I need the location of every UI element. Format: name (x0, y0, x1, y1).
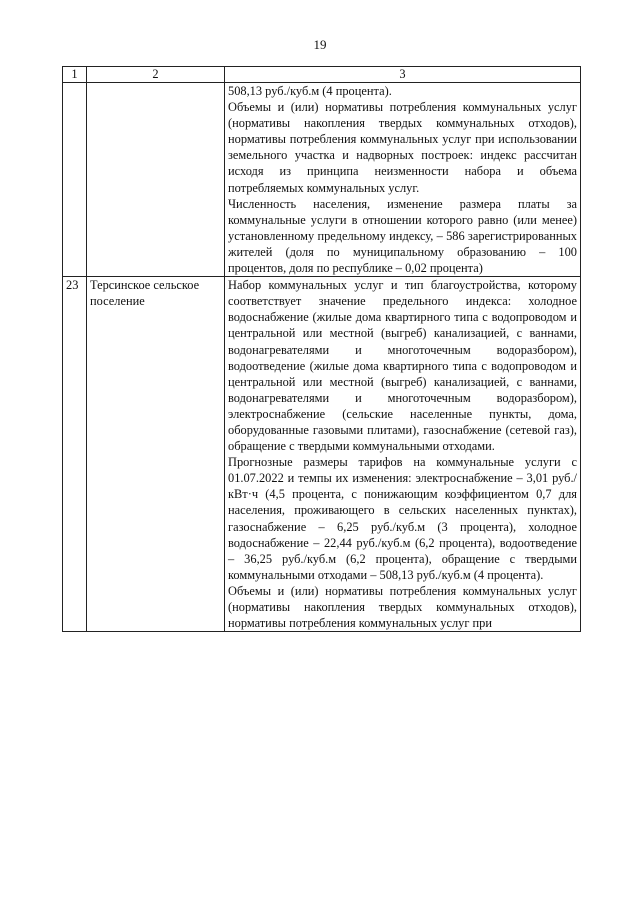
settlement-description (225, 83, 581, 277)
description-paragraph: Численность населения, изменение размера платы за коммунальные услуги в отношении которого равно (или менее) установленному предельному индексу, – 586 зарегистрированных жителей (доля по муниципальному образованию – 100 процентов, доля по республике – 0,02 процента) (228, 196, 577, 276)
description-paragraph: Объемы и (или) нормативы потребления коммунальных услуг (нормативы накопления твердых коммунальных отходов), нормативы потребления коммунальных услуг при использовании земельного участка и надворных построек: индекс рассчитан исходя из принципа неизменности набора и объема потребляемых коммунальных услуг. (228, 100, 577, 195)
settlement-name: Терсинское сельское поселение (87, 277, 225, 632)
row-number: 23 (63, 277, 87, 632)
column-header-1: 1 (63, 67, 87, 83)
settlement-name (87, 83, 225, 277)
description-paragraph: 508,13 руб./куб.м (4 процента). (228, 84, 392, 98)
description-paragraph: Прогнозные размеры тарифов на коммунальные услуги с 01.07.2022 и темпы их изменения: электроснабжение – 3,01 руб./кВт·ч (4,5 процента, с понижающим коэффициентом 0,7 для населения, проживающего в сельских населенных пунктах), газоснабжение – 6,25 руб./куб.м (3 процента), холодное водоснабжение – 22,44 руб./куб.м (6,2 процента), водоотведение – 36,25 руб./куб.м (6,2 процента), обращение с твердыми коммунальными отходами – 508,13 руб./куб.м (4 процента). (228, 455, 577, 582)
settlement-description (225, 277, 581, 632)
tariff-table (62, 66, 581, 632)
column-header-2: 2 (87, 67, 225, 83)
table-row (63, 277, 581, 632)
description-paragraph: Набор коммунальных услуг и тип благоустройства, которому соответствует значение предельного индекса: холодное водоснабжение (жилые дома квартирного типа с водопроводом и центральной или местной (выгреб) канализацией, с ваннами, водонагревателями и многоточечным водоразбором), водоотведение (жилые дома квартирного типа с водопроводом и центральной или местной (выгреб) канализацией, с ваннами, водонагревателями и многоточечным водоразбором), электроснабжение (сельские населенные пункты, дома, оборудованные газовыми плитами), газоснабжение (сетевой газ), обращение с твердыми коммунальными отходами. (228, 278, 577, 454)
table-row (63, 83, 581, 277)
table-header-row (63, 67, 581, 83)
description-paragraph: Объемы и (или) нормативы потребления коммунальных услуг (нормативы накопления твердых коммунальных отходов), нормативы потребления коммунальных услуг при (228, 583, 577, 631)
column-header-3: 3 (225, 67, 581, 83)
page-number: 19 (313, 37, 327, 52)
row-number (63, 83, 87, 277)
